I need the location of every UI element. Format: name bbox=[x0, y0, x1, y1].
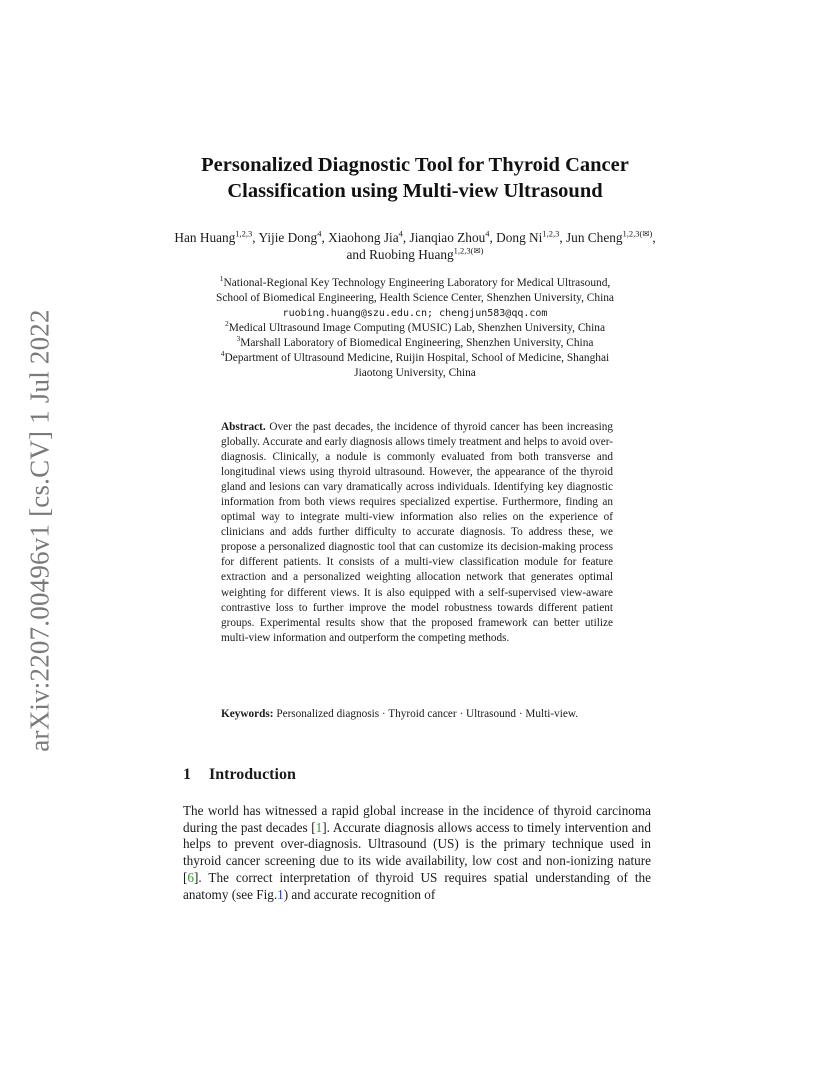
intro-text: The world has witnessed a rapid global increase in the incidence of thyroid carcinoma during the past decades [ bbox=[183, 803, 651, 835]
abstract bbox=[221, 420, 613, 646]
email-addresses[interactable]: ruobing.huang@szu.edu.cn; chengjun583@qq.com bbox=[282, 308, 548, 319]
author-name: Jun Cheng bbox=[566, 230, 623, 245]
abstract-text: Over the past decades, the incidence of thyroid cancer has been increasing globally. Accurate and early diagnosis allows timely treatment and helps to avoid over-diagnosis. Clinically, a nodule is commonly evaluated from both transverse and longitudinal views using thyroid ultrasound. However, the appearance of the thyroid gland and lesions can vary dramatically across individuals. Identifying key diagnostic information from both views requires specialized expertise. Furthermore, finding an optimal way to integrate multi-view information also relies on the experience of clinicians and adds further difficulty to accurate diagnosis. To address these, we propose a personalized diagnostic tool that can customize its decision-making process for different patients. It consists of a multi-view classification module for feature extraction and a personalized weighting allocation network that generates optimal weighting for different views. It is also equipped with a self-supervised view-aware contrastive loss to further improve the model robustness towards different patient groups. Experimental results show that the proposed framework can better utilize multi-view information and outperform the competing methods. bbox=[221, 421, 613, 644]
author-separator: , and bbox=[346, 230, 656, 262]
author-separator: , bbox=[252, 230, 259, 245]
citation-link[interactable]: 1 bbox=[315, 819, 323, 835]
author-name: Yijie Dong bbox=[258, 230, 318, 245]
affiliation-sup: 1 bbox=[219, 274, 224, 284]
author-affiliation-sup: 4 bbox=[317, 228, 322, 239]
author-separator: , bbox=[489, 230, 497, 245]
keywords-text: Personalized diagnosis · Thyroid cancer · Ultrasound · Multi-view. bbox=[276, 708, 579, 720]
arxiv-sidebar bbox=[18, 300, 62, 760]
affiliation-3 bbox=[160, 336, 670, 351]
affiliation-1-cont: School of Biomedical Engineering, Health Science Center, Shenzhen University, China bbox=[215, 292, 614, 304]
keywords-label: Keywords: bbox=[221, 708, 274, 720]
title-line-1: Personalized Diagnostic Tool for Thyroid Cancer bbox=[201, 154, 629, 176]
paper-title bbox=[150, 152, 680, 204]
intro-text: ) and accurate recognition of bbox=[283, 886, 436, 902]
author-affiliation-sup: 4 bbox=[485, 228, 490, 239]
author-affiliation-sup: 1,2,3 bbox=[235, 228, 253, 239]
author-name: Jianqiao Zhou bbox=[409, 230, 486, 245]
affiliation-text: National-Regional Key Technology Engineering Laboratory for Medical Ultrasound, bbox=[223, 277, 611, 289]
affiliation-sup: 4 bbox=[220, 349, 225, 359]
affiliation-sup: 2 bbox=[224, 319, 229, 329]
author-affiliation-sup: 4 bbox=[398, 228, 403, 239]
title-line-2: Classification using Multi-view Ultrasound bbox=[227, 180, 603, 202]
author-separator: , bbox=[559, 230, 566, 245]
affiliation-sup: 3 bbox=[236, 334, 241, 344]
section-number: 1 bbox=[183, 766, 191, 783]
affiliation-text: Marshall Laboratory of Biomedical Engineering, Shenzhen University, China bbox=[240, 337, 594, 349]
author-affiliation-sup: 1,2,3(✉) bbox=[453, 245, 484, 256]
keywords bbox=[221, 707, 613, 722]
author-affiliation-sup: 1,2,3(✉) bbox=[622, 228, 653, 239]
author-name: Xiaohong Jia bbox=[328, 230, 399, 245]
affiliation-text: Medical Ultrasound Image Computing (MUSIC) Lab, Shenzhen University, China bbox=[228, 322, 606, 334]
author-list bbox=[170, 229, 660, 263]
section-title: Introduction bbox=[209, 766, 296, 783]
affiliation-1 bbox=[160, 276, 670, 291]
arxiv-identifier: arXiv:2207.00496v1 [cs.CV] 1 Jul 2022 bbox=[24, 308, 55, 752]
intro-paragraph bbox=[183, 803, 651, 903]
abstract-label: Abstract. bbox=[221, 421, 266, 433]
author-separator: , bbox=[402, 230, 410, 245]
author-name: Ruobing Huang bbox=[369, 247, 454, 262]
author-name: Dong Ni bbox=[496, 230, 543, 245]
section-heading bbox=[183, 765, 296, 785]
author-separator: , bbox=[321, 230, 329, 245]
citation-link[interactable]: 6 bbox=[187, 869, 194, 885]
affiliation-text: Department of Ultrasound Medicine, Ruijin Hospital, School of Medicine, Shanghai bbox=[224, 352, 610, 364]
intro-text: ]. Accurate diagnosis allows access to timely intervention and helps to prevent over-diagnosis. Ultrasound (US) is the primary technique used in thyroid cancer screening due to its wide availability, low cost and non-ionizing nature [ bbox=[183, 819, 651, 885]
author-name: Han Huang bbox=[174, 230, 236, 245]
affiliations bbox=[160, 276, 670, 381]
affiliation-4 bbox=[160, 351, 670, 366]
figure-link[interactable]: 1 bbox=[277, 886, 284, 902]
intro-text: ]. The correct interpretation of thyroid US requires spatial understanding of the anatomy (see Fig. bbox=[183, 869, 651, 902]
author-affiliation-sup: 1,2,3 bbox=[542, 228, 560, 239]
affiliation-4-cont: Jiaotong University, China bbox=[354, 367, 476, 379]
